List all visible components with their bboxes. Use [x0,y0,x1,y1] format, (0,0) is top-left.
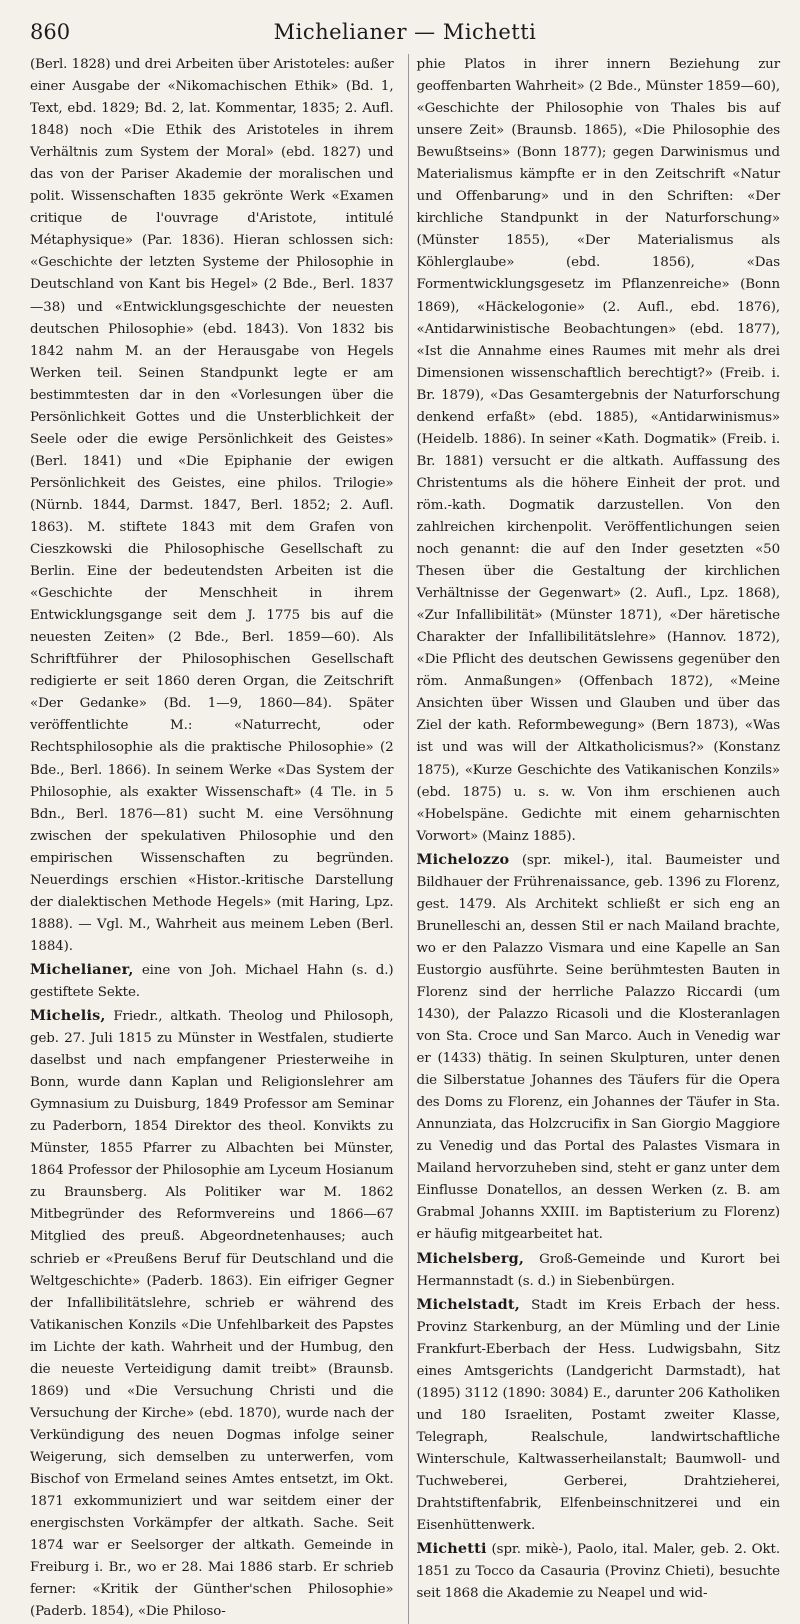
entry-michelianer [30,959,394,1004]
entry-michelis [30,1005,394,1623]
headword-michetti: Michetti [416,1540,487,1558]
continuation-text-left: (Berl. 1828) und drei Arbeiten über Aristoteles: außer einer Ausgabe der «Nikomachischen Ethik» (Bd. 1, Text, ebd. 1829; Bd. 2, lat. Kommentar, 1835; 2. Aufl. 1848) noch «Die Ethik des Aristoteles in ihrem Verhältnis zum System der Moral» (ebd. 1827) und das von der Pariser Akademie der moralischen und polit. Wissenschaften 1835 gekrönte Werk «Examen critique de l'ouvrage d'Aristote, intitulé Métaphysique» (Par. 1836). Hieran schlossen sich: «Geschichte der letzten Systeme der Philosophie in Deutschland von Kant bis Hegel» (2 Bde., Berl. 1837—38) und «Entwicklungsgeschichte der neuesten deutschen Philosophie» (ebd. 1843). Von 1832 bis 1842 nahm M. an der Herausgabe von Hegels Werken teil. Seinen Standpunkt legte er am bestimmtesten dar in den «Vorlesungen über die Persönlichkeit Gottes und die Unsterblichkeit der Seele oder die ewige Persönlichkeit des Geistes» (Berl. 1841) und «Die Epiphanie der ewigen Persönlichkeit des Geistes, eine philos. Trilogie» (Nürnb. 1844, Darmst. 1847, Berl. 1852; 2. Aufl. 1863). M. stiftete 1843 mit dem Grafen von Cieszkowski die Philosophische Gesellschaft zu Berlin. Eine der bedeutendsten Arbeiten ist die «Geschichte der Menschheit in ihrem Entwicklungsgange seit dem J. 1775 bis auf die neuesten Zeiten» (2 Bde., Berl. 1859—60). Als Schriftführer der Philosophischen Gesellschaft redigierte er seit 1860 deren Organ, die Zeitschrift «Der Gedanke» (Bd. 1—9, 1860—84). Später veröffentlichte M.: «Naturrecht, oder Rechtsphilosophie als die praktische Philosophie» (2 Bde., Berl. 1866). In seinem Werke «Das System der Philosophie, als exakter Wissenschaft» (4 Tle. in 5 Bdn., Berl. 1876—81) sucht M. eine Versöhnung zwischen der spekulativen Philosophie und den empirischen Wissenschaften zu begründen. Neuerdings erschien «Histor.-kritische Darstellung der dialektischen Methode Hegels» (mit Haring, Lpz. 1888). — Vgl. M., Wahrheit aus meinem Leben (Berl. 1884). [30,57,394,954]
left-column [30,54,394,1624]
entry-michelozzo [417,849,781,1247]
right-column [408,54,781,1624]
entry-michetti [417,1538,781,1605]
headword-michelozzo: Michelozzo [416,850,510,868]
entry-text-michelsberg: Groß-Gemeinde und Kurort bei Hermannstadt (s. d.) in Siebenbürgen. [416,1251,780,1289]
running-head: Michelianer — Michetti [273,20,537,44]
page-number: 860 [30,20,71,44]
entry-michelstadt [417,1294,781,1538]
entry-text-michelstadt: Stadt im Kreis Erbach der hess. Provinz Starkenburg, an der Mümling und der Linie Frankfurt-Eberbach der Hess. Ludwigsbahn, Sitz eines Amtsgerichts (Landgericht Darmstadt), hat (1895) 3112 (1890: 3084) E., darunter 206 Katholiken und 180 Israeliten, Postamt zweiter Klasse, Telegraph, Realschule, landwirtschaftliche Winterschule, Kaltwasserheilanstalt; Baumwoll- und Tuchweberei, Gerberei, Drahtzieherei, Drahtstiftenfabrik, Elfenbeinschnitzerei und ein Eisenhüttenwerk. [416,1297,780,1534]
headword-michelis: Michelis, [30,1007,106,1025]
continuation-text-right: phie Platos in ihrer innern Beziehung zur geoffenbarten Wahrheit» (2 Bde., Münster 1859—60), «Geschichte der Philosophie von Thales bis auf unsere Zeit» (Braunsb. 1865), «Die Philosophie des Bewußtseins» (Bonn 1877); gegen Darwinismus und Materialismus kämpfte er in den Zeitschrift «Natur und Offenbarung» und in den Schriften: «Der kirchliche Standpunkt in der Naturforschung» (Münster 1855), «Der Materialismus als Köhlerglaube» (ebd. 1856), «Das Formentwicklungsgesetz im Pflanzenreiche» (Bonn 1869), «Häckelogonie» (2. Aufl., ebd. 1876), «Antidarwinistische Beobachtungen» (ebd. 1877), «Ist die Annahme eines Raumes mit mehr als drei Dimensionen wissenschaftlich berechtigt?» (Freib. i. Br. 1879), «Das Gesamtergebnis der Naturforschung denkend erfaßt» (ebd. 1885), «Antidarwinismus» (Heidelb. 1886). In seiner «Kath. Dogmatik» (Freib. i. Br. 1881) versucht er die altkath. Auffassung des Christentums als die höhere Einheit der prot. und röm.-kath. Dogmatik darzustellen. Von den zahlreichen kirchenpolit. Veröffentlichungen seien noch genannt: die auf den Inder gesetzten «50 Thesen über die Gestaltung der kirchlichen Verhältnisse der Gegenwart» (2. Aufl., Lpz. 1868), «Zur Infallibilität» (Münster 1871), «Der häretische Charakter der Infallibilitätslehre» (Hannov. 1872), «Die Pflicht des deutschen Gewissens gegenüber den röm. Anmaßungen» (Offenbach 1872), «Meine Ansichten über Wissen und Glauben und über das Ziel der kath. Reformbewegung» (Bern 1873), «Was ist und was will der Altkatholicismus?» (Konstanz 1875), «Kurze Geschichte des Vatikanischen Konzils» (ebd. 1875) u. s. w. Von ihm erschienen auch «Hobelspäne. Gedichte mit einem geharnischten Vorwort» (Mainz 1885). [416,57,780,844]
headword-michelsberg: Michelsberg, [416,1249,525,1267]
entry-text-michetti: (spr. mikè-), Paolo, ital. Maler, geb. 2. Okt. 1851 zu Tocco da Casauria (Provinz Chieti), besuchte seit 1868 die Akademie zu Neapel und wid- [416,1542,780,1602]
entry-text-michelozzo: (spr. mikel-), ital. Baumeister und Bildhauer der Frührenaissance, geb. 1396 zu Florenz, gest. 1479. Als Architekt schließt er sich eng an Brunelleschi an, dessen Stil er nach Mailand brachte, wo er den Palazzo Vismara und eine Kapelle an San Eustorgio ausführte. Seine berühmtesten Bauten in Florenz sind der herrliche Palazzo Riccardi (um 1430), der Palazzo Ricasoli und die Klosteranlagen von Sta. Croce und San Marco. Auch in Venedig war er (1433) thätig. In seinen Skulpturen, unter denen die Silberstatue Johannes des Täufers für die Opera des Doms zu Florenz, ein Johannes der Täufer in Sta. Annunziata, das Holzcrucifix in San Giorgio Maggiore zu Venedig und das Portal des Palastes Vismara in Mailand hervorzuheben sind, steht er ganz unter dem Einflusse Donatellos, an dessen Werken (z. B. am Grabmal Johanns XXIII. im Baptisterium zu Florenz) er häufig mitgearbeitet hat. [416,852,780,1243]
text-columns [30,54,780,1624]
entry-michelsberg [417,1248,781,1293]
entry-text-michelis: Friedr., altkath. Theolog und Philosoph, geb. 27. Juli 1815 zu Münster in Westfalen, studierte daselbst und nach empfangener Priesterweihe in Bonn, wurde dann Kaplan und Religionslehrer am Gymnasium zu Duisburg, 1849 Professor am Seminar zu Paderborn, 1854 Direktor des theol. Konvikts zu Münster, 1855 Pfarrer zu Albachten bei Münster, 1864 Professor der Philosophie am Lyceum Hosianum zu Braunsberg. Als Politiker war M. 1862 Mitbegründer des Reformvereins und 1866—67 Mitglied des preuß. Abgeordnetenhauses; auch schrieb er «Preußens Beruf für Deutschland und die Weltgeschichte» (Paderb. 1863). Ein eifriger Gegner der Infallibilitätslehre, schrieb er während des Vatikanischen Konzils «Die Unfehlbarkeit des Papstes im Lichte der kath. Wahrheit und der Humbug, den die neueste Verteidigung damit treibt» (Braunsb. 1869) und «Die Versuchung Christi und die Versuchung der Kirche» (ebd. 1870), wurde nach der Verkündigung des neuen Dogmas infolge seiner Weigerung, sich demselben zu unterwerfen, vom Bischof von Ermeland seines Amtes entsetzt, im Okt. 1871 exkommuniziert und war seitdem einer der energischsten Vorkämpfer der altkath. Sache. Seit 1874 war er Seelsorger der altkath. Gemeinde in Freiburg i. Br., wo er 28. Mai 1886 starb. Er schrieb ferner: «Kritik der Günther'schen Philosophie» (Paderb. 1854), «Die Philoso- [30,1009,394,1620]
headword-michelianer: Michelianer, [30,960,134,978]
page-header [30,14,780,54]
entry-text-michelianer: eine von Joh. Michael Hahn (s. d.) gestiftete Sekte. [30,962,394,1000]
headword-michelstadt: Michelstadt, [416,1295,520,1313]
